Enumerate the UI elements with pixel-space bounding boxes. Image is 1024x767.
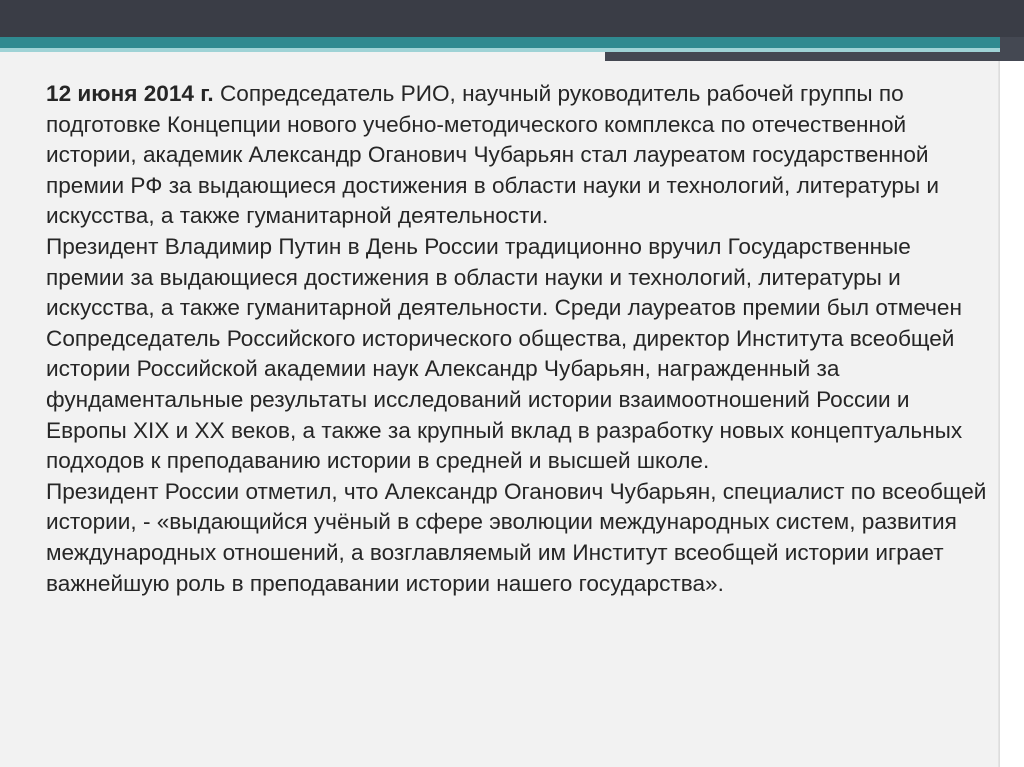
header-bar-grey-step xyxy=(605,52,1000,61)
header-bar-dark xyxy=(0,0,1024,37)
paragraph-award-text: Сопредседатель РИО, научный руководитель рабочей группы по подготовке Концепции нового учебно-методического комплекса по отечественной истории, академик Александр Оганович Чубарьян стал лауреатом государственной премии РФ за выдающиеся достижения в области науки и технологий, литературы и искусства, а также гуманитарной деятельности. xyxy=(46,81,940,229)
paragraph-award xyxy=(46,79,991,232)
article-date: 12 июня 2014 г. xyxy=(46,81,214,106)
header-bar-teal xyxy=(0,37,1000,48)
slide-body-text xyxy=(46,79,991,599)
paragraph-ceremony: Президент Владимир Путин в День России традиционно вручил Государственные премии за выдающиеся достижения в области науки и технологий, литературы и искусства, а также гуманитарной деятельности. Среди лауреатов премии был отмечен Сопредседатель Российского исторического общества, директор Института всеобщей истории Российской академии наук Александр Чубарьян, награжденный за фундаментальные результаты исследований истории взаимоотношений России и Европы XIX и XX веков, а также за крупный вклад в разработку новых концептуальных подходов к преподаванию истории в средней и высшей школе. xyxy=(46,233,963,474)
paragraph-quote: Президент России отметил, что Александр Оганович Чубарьян, специалист по всеобщей истории, - «выдающийся учёный в сфере эволюции международных систем, развития международных отношений, а возглавляемый им Институт всеобщей истории играет важнейшую роль в преподавании истории нашего государства». xyxy=(46,478,987,596)
header-bar-grey-tail xyxy=(1000,37,1024,61)
slide-right-margin xyxy=(1000,61,1024,767)
